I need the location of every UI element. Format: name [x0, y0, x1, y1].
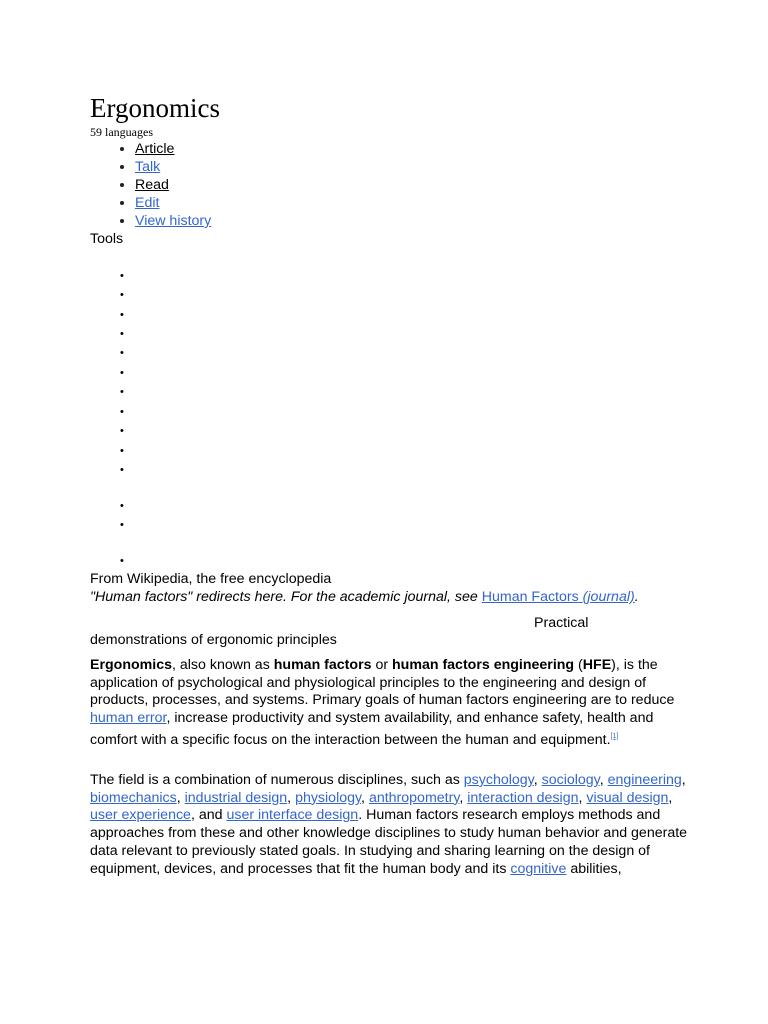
tools-list-item[interactable]: • — [120, 289, 124, 301]
link-engineering[interactable]: engineering — [607, 772, 682, 788]
link-human-error[interactable]: human error — [90, 710, 167, 727]
text-span: The field is a combination of numerous disciplines, such as — [90, 772, 464, 788]
page-title: Ergonomics — [90, 93, 220, 123]
bold-term: HFE — [582, 657, 612, 673]
second-paragraph: The field is a combination of numerous disciplines, such as psychology, sociology, engineering, biomechanics, industrial design, physiology, anthropometry, interaction design, visual design, user experience, and user interface design. Human factors research employs methods and approaches from these and other knowledge disciplines to study human behavior and generate data relevant to previously stated goals. In studying and sharing learning on the design of equipment, devices, and processes that fit the human body and its cognitive abilities, — [90, 772, 688, 877]
tools-list-item[interactable]: • — [120, 406, 124, 418]
link-user-interface-design[interactable]: user interface design — [226, 807, 359, 824]
image-caption-line1: Practical — [534, 615, 589, 631]
lead-paragraph — [90, 657, 690, 750]
text-span: , increase productivity and system availability, and enhance safety, health and comfort with a specific focus on the interaction between the human and equipment. — [90, 710, 654, 748]
image-caption-line2: demonstrations of ergonomic principles — [90, 632, 337, 648]
link-visual-design[interactable]: visual design — [586, 789, 669, 806]
tab-view-history[interactable]: View history — [135, 213, 212, 229]
text-span: abilities, — [566, 860, 622, 877]
hatnote-link-paren: (journal) — [582, 589, 635, 605]
text-span: , also known as — [172, 657, 274, 673]
link-physiology[interactable]: physiology — [295, 789, 362, 806]
link-biomechanics[interactable]: biomechanics — [90, 789, 177, 806]
tools-list-item[interactable]: • — [120, 519, 124, 531]
tab-edit[interactable]: Edit — [135, 195, 160, 211]
tools-list-item[interactable]: • — [120, 386, 124, 398]
link-anthropometry[interactable]: anthropometry — [368, 789, 460, 806]
text-span: ( — [574, 657, 583, 673]
tools-list-item[interactable]: • — [120, 445, 124, 457]
reference-link[interactable]: [1] — [610, 732, 619, 740]
tab-read[interactable]: Read — [135, 177, 169, 193]
site-sub: From Wikipedia, the free encyclopedia — [90, 571, 332, 587]
tab-talk-item — [135, 158, 211, 176]
text-span: . Human factors research employs methods and approaches from these and other knowledge disciplines to study human behavior and generate data relevant to previously stated goals. In studying and sharing learning on the design of equipment, devices, and processes that fit the human body and its — [90, 807, 688, 877]
link-psychology[interactable]: psychology — [463, 772, 534, 788]
link-user-experience[interactable]: user experience — [90, 807, 191, 824]
bold-term: human factors — [273, 657, 372, 673]
hatnote — [90, 588, 639, 606]
link-cognitive[interactable]: cognitive — [510, 860, 567, 877]
tools-list-item[interactable]: • — [120, 425, 124, 437]
tools-list-item[interactable]: • — [120, 270, 124, 282]
tools-list-item[interactable]: • — [120, 309, 124, 321]
tab-article[interactable]: Article — [135, 141, 175, 157]
tools-list-item[interactable]: • — [120, 555, 124, 567]
tab-article-item — [135, 140, 211, 158]
tools-list-item[interactable]: • — [120, 367, 124, 379]
link-interaction-design[interactable]: interaction design — [467, 789, 579, 806]
tools-list-item[interactable]: • — [120, 500, 124, 512]
tools-list-item[interactable]: • — [120, 347, 124, 359]
tab-edit-item — [135, 194, 211, 212]
hatnote-text: "Human factors" redirects here. For the academic journal, see — [90, 589, 482, 605]
hatnote-link-main: Human Factors — [481, 589, 579, 605]
tools-list-item[interactable]: • — [120, 328, 124, 340]
text-span: ), is the application of psychological and physiological principles to the engineering and design of products, processes, and systems. Primary goals of human factors engineering are to reduce — [90, 657, 675, 709]
bold-term: Ergonomics — [90, 657, 172, 673]
tab-view-history-item — [135, 212, 211, 230]
tools-list-item[interactable]: • — [120, 464, 124, 476]
languages-button[interactable]: 59 languages — [90, 125, 153, 139]
bold-term: human factors engineering — [392, 657, 575, 673]
link-sociology[interactable]: sociology — [541, 772, 600, 788]
hatnote-link-human-factors-journal[interactable] — [482, 589, 635, 605]
text-span: or — [371, 657, 392, 673]
link-industrial-design[interactable]: industrial design — [184, 789, 288, 806]
tab-read-item — [135, 176, 211, 194]
text-span: and — [198, 807, 227, 824]
page-tabs — [91, 140, 211, 230]
hatnote-end: . — [634, 589, 639, 605]
tab-talk[interactable]: Talk — [135, 159, 161, 175]
tools-menu-label[interactable]: Tools — [90, 231, 124, 247]
